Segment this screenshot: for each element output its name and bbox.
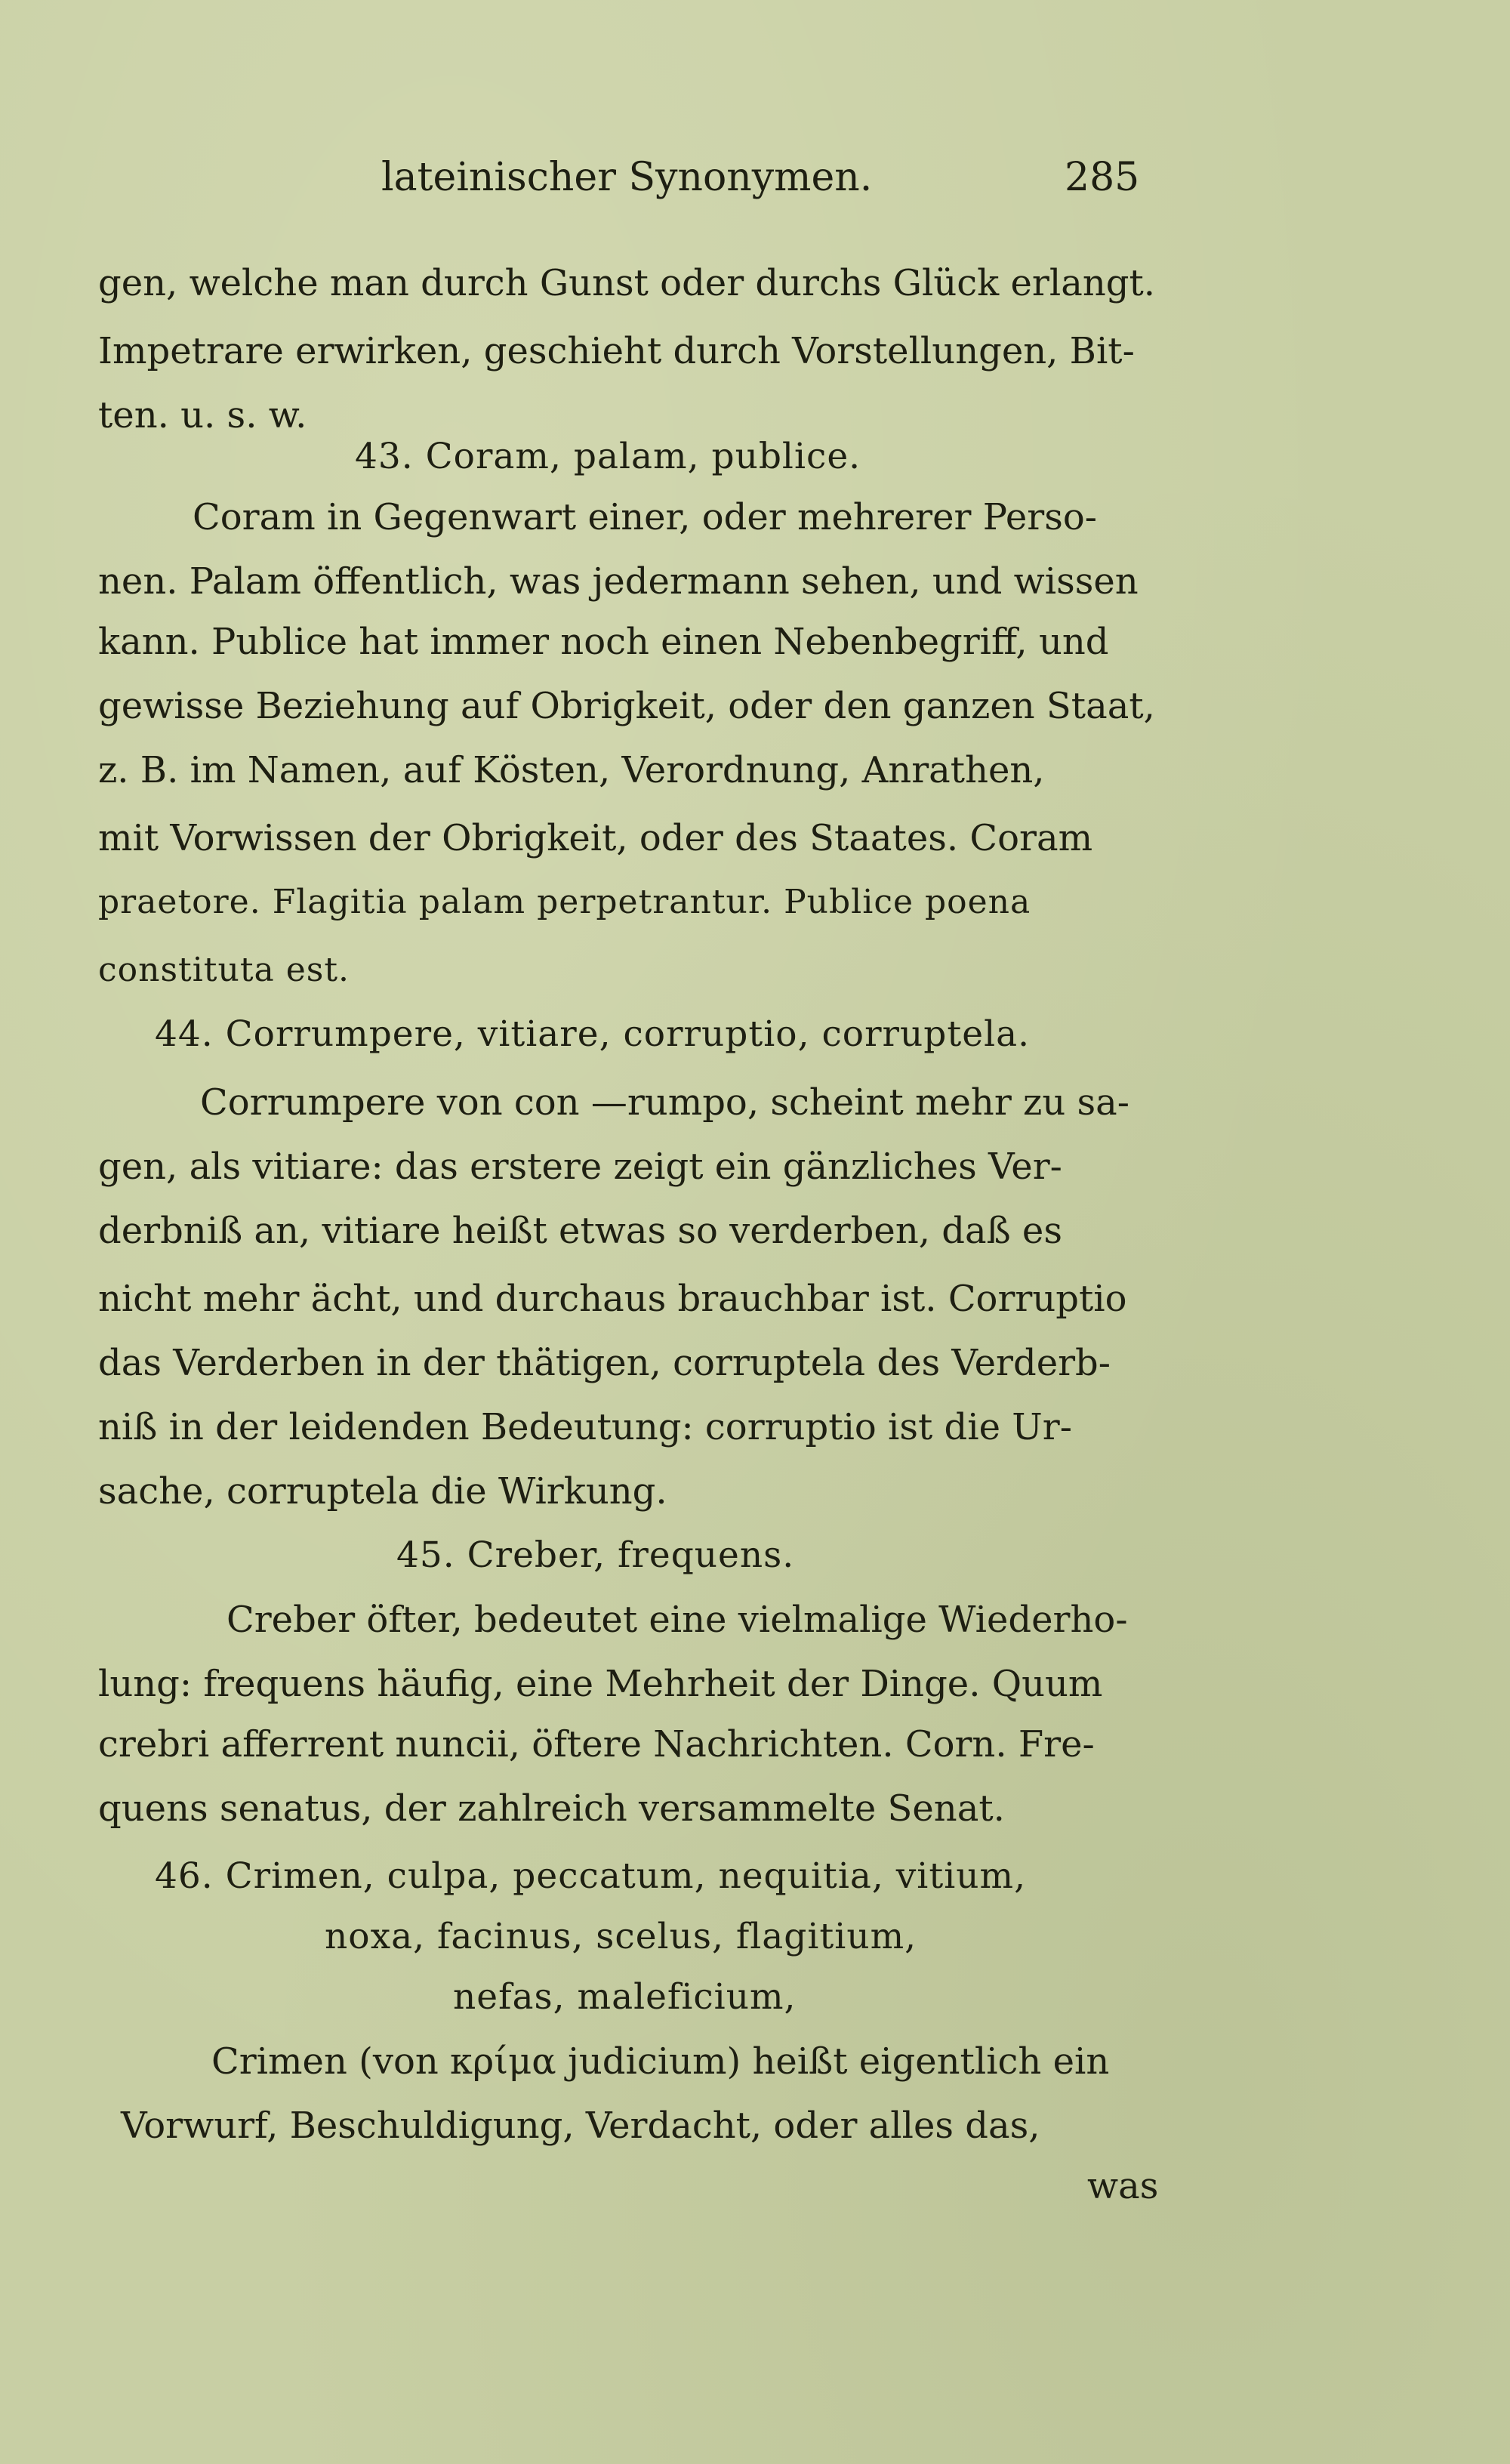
text-line: kann. Publice hat immer noch einen Nebenbegriff, und bbox=[98, 621, 1109, 663]
text-line: gen, als vitiare: das erstere zeigt ein gänzliches Ver- bbox=[98, 1146, 1062, 1188]
text-line: Corrumpere von con —rumpo, scheint mehr zu sa- bbox=[200, 1081, 1129, 1124]
text-line: quens senatus, der zahlreich versammelte Senat. bbox=[98, 1787, 1005, 1830]
catchword: was bbox=[1087, 2165, 1159, 2207]
text-line: Crimen (von κρίμα judicium) heißt eigentlich ein bbox=[211, 2040, 1110, 2083]
text-line: Vorwurf, Beschuldigung, Verdacht, oder alles das, bbox=[121, 2105, 1040, 2147]
section-heading: nefas, maleficium, bbox=[453, 1976, 797, 2018]
text-line: nen. Palam öffentlich, was jedermann sehen, und wissen bbox=[98, 560, 1139, 603]
text-line: nicht mehr ächt, und durchaus brauchbar ist. Corruptio bbox=[98, 1278, 1127, 1320]
text-line: Coram in Gegenwart einer, oder mehrerer Perso- bbox=[193, 496, 1097, 538]
text-line: das Verderben in der thätigen, corruptela des Verderb- bbox=[98, 1342, 1111, 1384]
section-heading: noxa, facinus, scelus, flagitium, bbox=[325, 1916, 917, 1957]
text-line: gewisse Beziehung auf Obrigkeit, oder den ganzen Staat, bbox=[98, 685, 1155, 727]
text-line: gen, welche man durch Gunst oder durchs Glück erlangt. bbox=[98, 262, 1156, 304]
section-heading: 45. Creber, frequens. bbox=[396, 1534, 795, 1576]
section-heading: 44. Corrumpere, vitiare, corruptio, corruptela. bbox=[155, 1013, 1031, 1055]
section-heading: 46. Crimen, culpa, peccatum, nequitia, vitium, bbox=[155, 1855, 1027, 1897]
text-line: Impetrare erwirken, geschieht durch Vorstellungen, Bit- bbox=[98, 330, 1135, 372]
text-line: niß in der leidenden Bedeutung: corruptio ist die Ur- bbox=[98, 1406, 1072, 1448]
text-line: crebri afferrent nuncii, öftere Nachrichten. Corn. Fre- bbox=[98, 1723, 1095, 1766]
running-title: lateinischer Synonymen. bbox=[381, 155, 873, 200]
page-number: 285 bbox=[1065, 155, 1140, 200]
text-line: mit Vorwissen der Obrigkeit, oder des Staates. Coram bbox=[98, 817, 1093, 859]
text-line: derbniß an, vitiare heißt etwas so verderben, daß es bbox=[98, 1210, 1062, 1252]
text-line: ten. u. s. w. bbox=[98, 394, 307, 436]
text-line: sache, corruptela die Wirkung. bbox=[98, 1470, 667, 1513]
text-line: constituta est. bbox=[98, 951, 350, 989]
text-line: lung: frequens häufig, eine Mehrheit der Dinge. Quum bbox=[98, 1663, 1103, 1705]
text-line: praetore. Flagitia palam perpetrantur. Publice poena bbox=[98, 883, 1031, 921]
text-line: Creber öfter, bedeutet eine vielmalige Wiederho- bbox=[226, 1599, 1128, 1641]
text-line: z. B. im Namen, auf Kösten, Verordnung, Anrathen, bbox=[98, 749, 1045, 791]
section-heading: 43. Coram, palam, publice. bbox=[355, 436, 861, 477]
